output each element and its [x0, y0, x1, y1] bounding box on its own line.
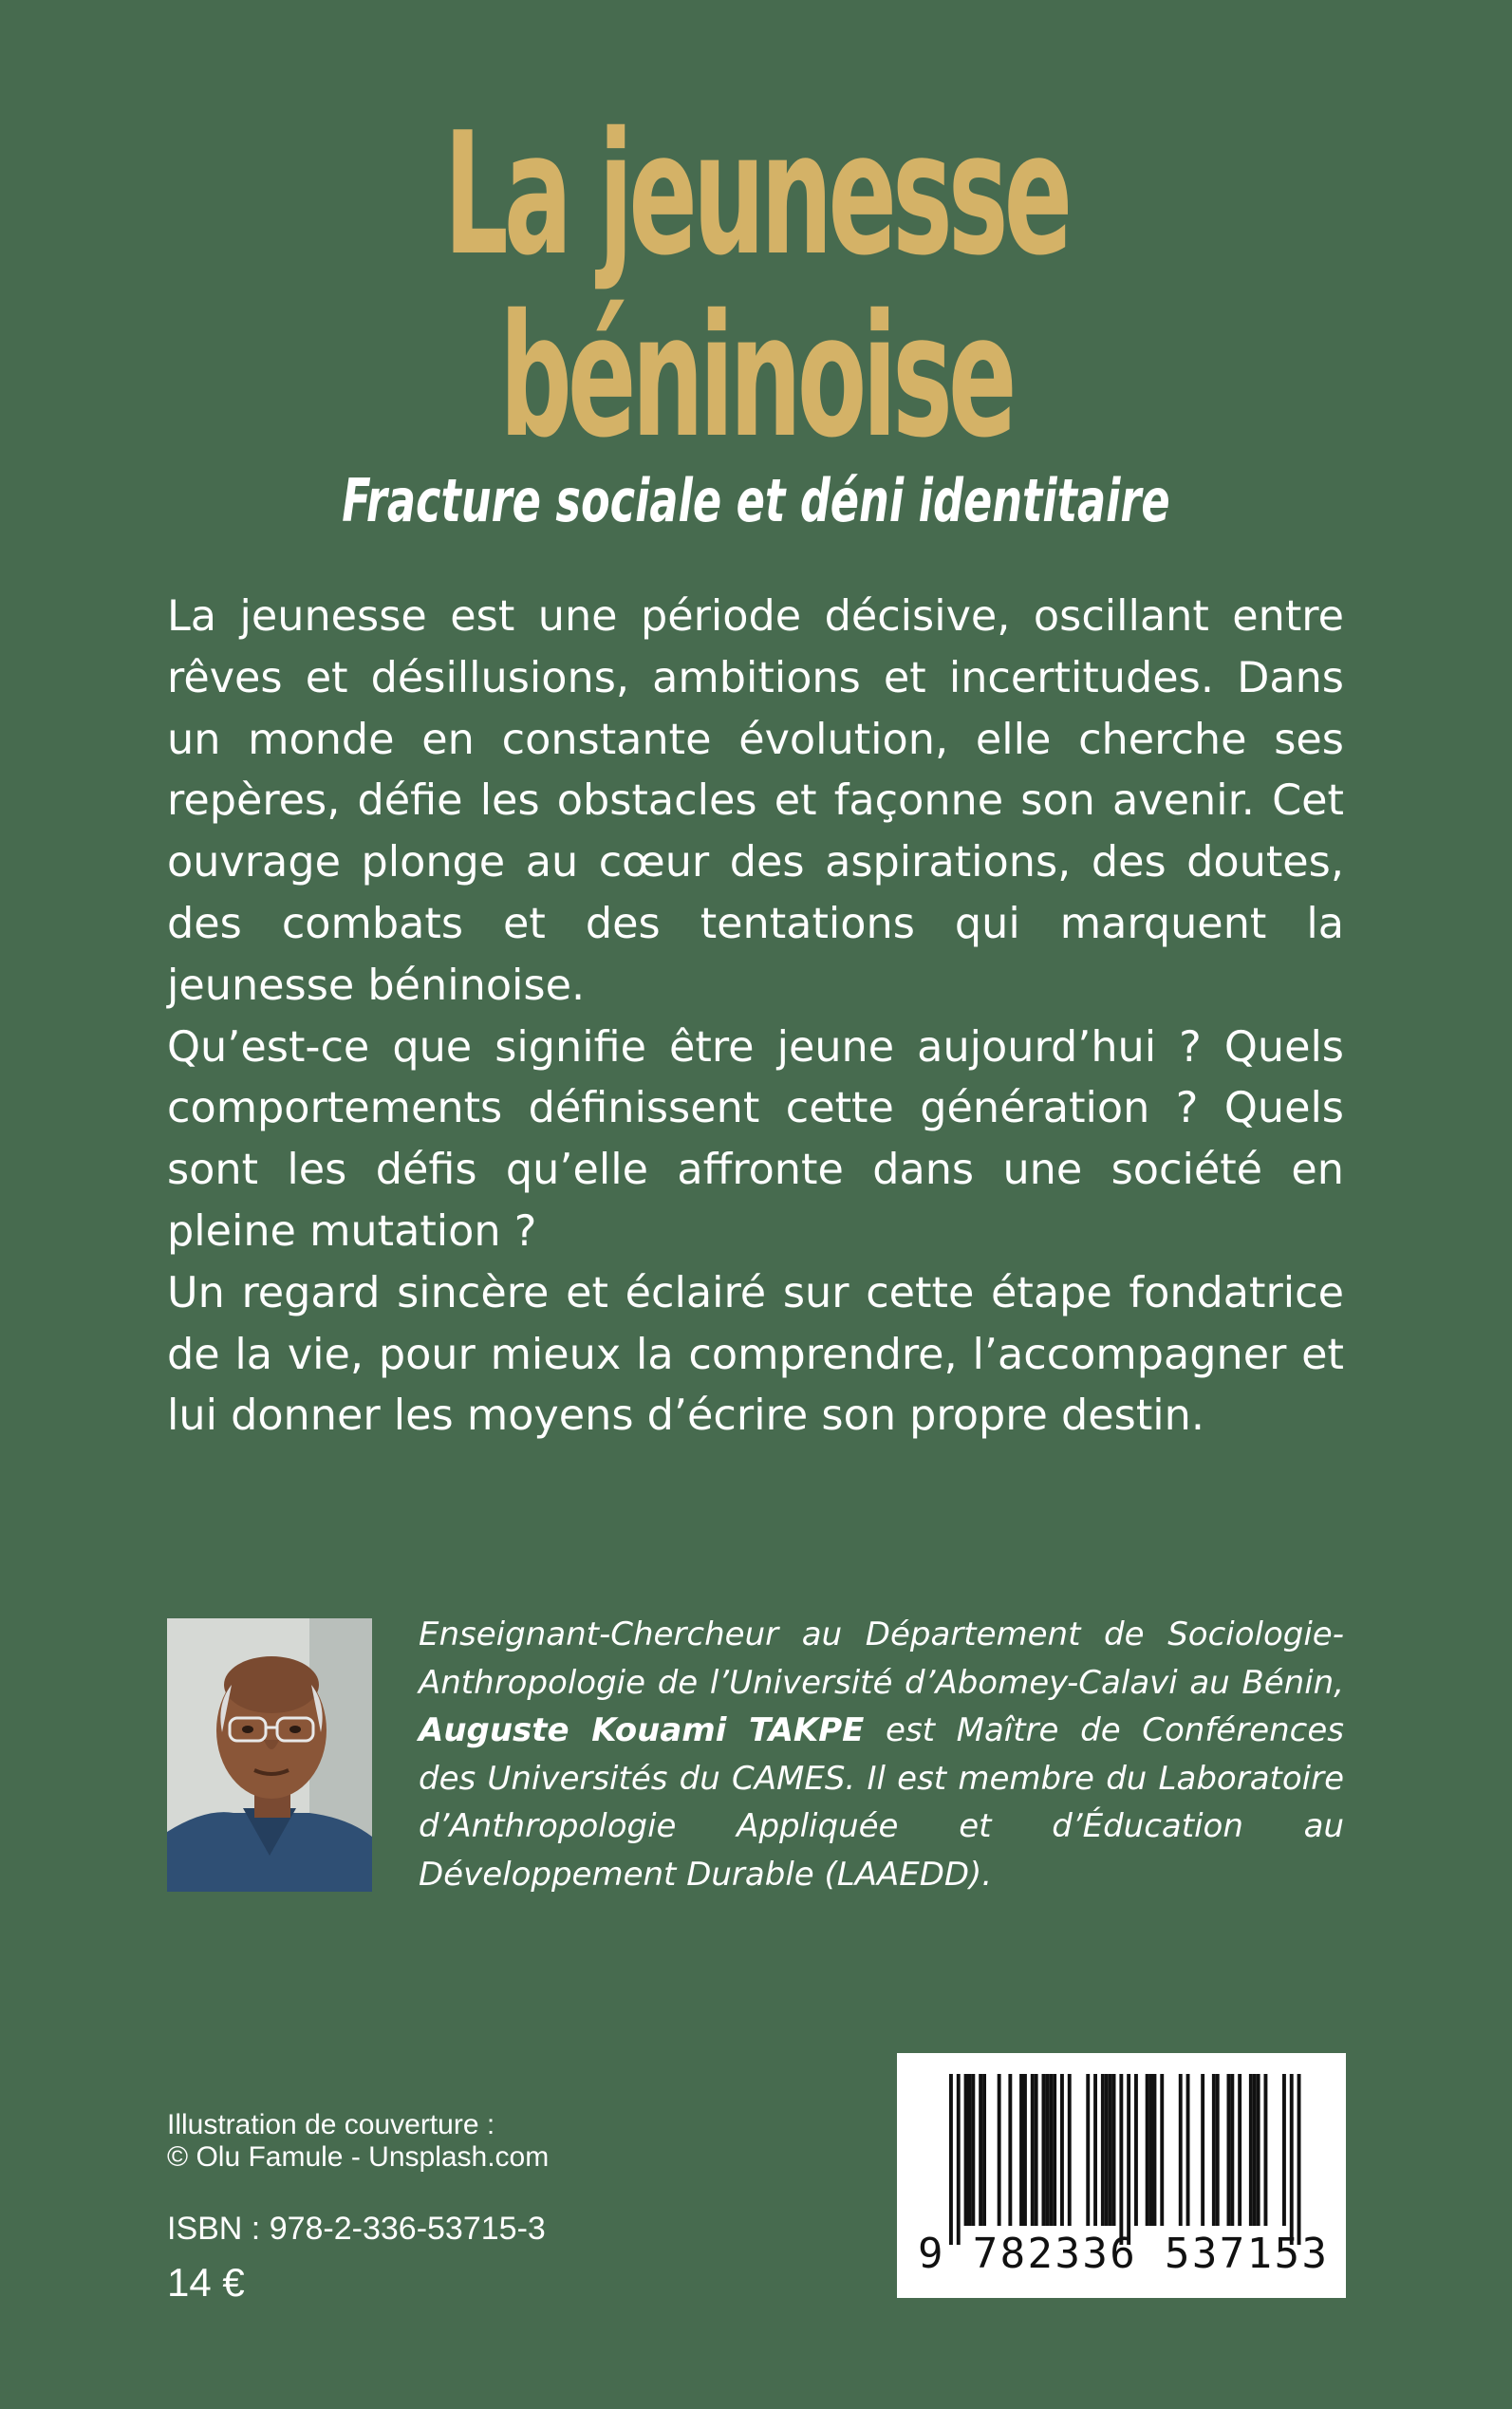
price-text: 14 € [167, 2260, 245, 2305]
barcode-bar [1201, 2074, 1204, 2226]
author-photo [167, 1618, 372, 1892]
book-title-line-1: La jeunesse [443, 96, 1069, 292]
blurb-paragraph-1: La jeunesse est une période décisive, oscillant entre rêves et désillusions, ambitions et incertitudes. Dans un monde en constante évolution, elle cherche ses repères, défie les obstacles et façonne son avenir. Cet ouvrage plonge au cœur des aspirations, des doutes, des combats et des tentations qui marquent la jeunesse béninoise. [167, 592, 1344, 1010]
blurb-paragraph-2: Qu’est-ce que signifie être jeune aujourd’hui ? Quels comportements définissent cette génération ? Quels sont les défis qu’elle affronte dans une société en pleine mutation ? [167, 1022, 1344, 1256]
barcode-bar [1230, 2074, 1234, 2226]
barcode-bar [1249, 2074, 1253, 2226]
barcode-bar [1086, 2074, 1090, 2226]
barcode-bar [1227, 2074, 1231, 2226]
barcode-bar [1053, 2074, 1056, 2226]
book-subtitle: Fracture sociale et déni identitaire [342, 466, 1170, 535]
barcode-bar [1119, 2074, 1123, 2245]
barcode-bar [1049, 2074, 1053, 2226]
barcode-bar [1238, 2074, 1241, 2226]
barcode-bar [982, 2074, 986, 2226]
credit-line-1: Illustration de couverture : [167, 2109, 495, 2140]
barcode-bar [1160, 2074, 1164, 2226]
barcode-bar [971, 2074, 975, 2226]
barcode-bar [1008, 2074, 1012, 2226]
barcode-bar [1045, 2074, 1049, 2226]
barcode-bar [1031, 2074, 1035, 2226]
barcode-bar [957, 2074, 961, 2245]
barcode-bar [979, 2074, 982, 2226]
barcode-bar [1042, 2074, 1046, 2226]
barcode-bar [1186, 2074, 1190, 2226]
barcode-bar [1216, 2074, 1220, 2226]
barcode-bar [1060, 2074, 1064, 2226]
author-name: Auguste Kouami TAKPE [419, 1711, 865, 1749]
barcode-bar [1149, 2074, 1153, 2226]
barcode-bar [1253, 2074, 1257, 2226]
barcode-bar [1023, 2074, 1027, 2226]
back-cover-blurb [167, 587, 1344, 1447]
barcode-bar [1109, 2074, 1112, 2226]
barcode-bar [964, 2074, 968, 2226]
barcode-bar [1264, 2074, 1268, 2226]
credit-line-2: © Olu Famule - Unsplash.com [167, 2141, 550, 2173]
cover-illustration-credit [167, 2109, 549, 2174]
barcode-bar [1019, 2074, 1023, 2226]
author-bio-details: est Maître de Conférences des Universités du CAMES. Il est membre du Laboratoire d’Anthropologie Appliquée et d’Éducation au Développement Durable (LAAEDD). [419, 1711, 1344, 1894]
barcode-bar [1212, 2074, 1216, 2226]
barcode-bar [1112, 2074, 1116, 2226]
author-bio-intro: Enseignant-Chercheur au Département de Sociologie-Anthropologie de l’Université d’Abomey-Calavi au Bénin, [419, 1615, 1344, 1702]
blurb-paragraph-3: Un regard sincère et éclairé sur cette étape fondatrice de la vie, pour mieux la comprendre, l’accompagner et lui donner les moyens d’écrire son propre destin. [167, 1268, 1344, 1441]
barcode-bar [998, 2074, 1001, 2226]
barcode-bar [1035, 2074, 1038, 2226]
book-title-line-2: béninoise [499, 278, 1013, 475]
barcode-bar [1179, 2074, 1183, 2226]
author-portrait-image [167, 1618, 372, 1892]
barcode-bar [968, 2074, 972, 2226]
barcode-bar [1297, 2074, 1301, 2245]
barcode-bar [1101, 2074, 1105, 2226]
author-bio [419, 1611, 1344, 1898]
barcode-bar [1290, 2074, 1294, 2245]
barcode-bar [1068, 2074, 1072, 2226]
barcode [897, 2053, 1346, 2298]
barcode-bar [1282, 2074, 1286, 2226]
barcode-bar [1127, 2074, 1130, 2245]
barcode-bar [949, 2074, 953, 2245]
barcode-bar [1153, 2074, 1157, 2226]
barcode-bar [1257, 2074, 1260, 2226]
isbn-text: ISBN : 978-2-336-53715-3 [167, 2211, 546, 2247]
barcode-bar [1105, 2074, 1109, 2226]
barcode-digits: 9 782336 537153 [918, 2230, 1330, 2278]
barcode-bar [1093, 2074, 1097, 2226]
barcode-bar [1146, 2074, 1149, 2226]
barcode-bar [1134, 2074, 1138, 2226]
